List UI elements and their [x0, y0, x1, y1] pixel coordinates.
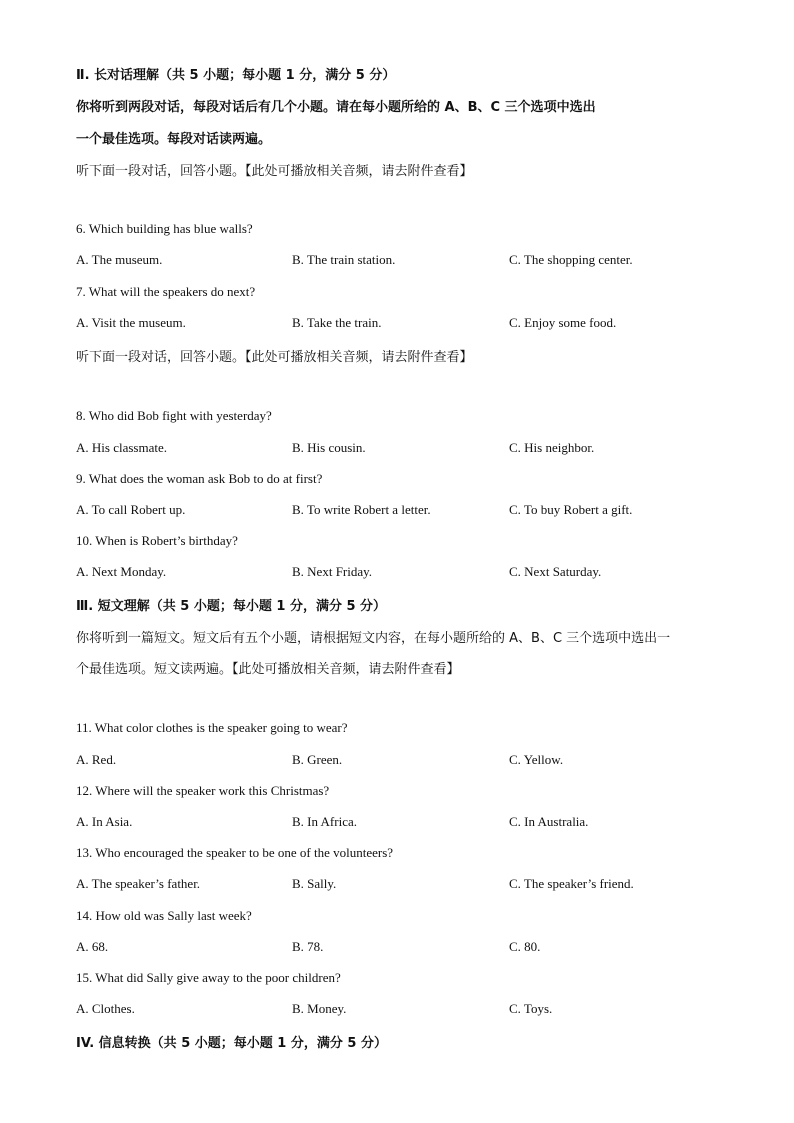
q14-option-b: B. 78.	[292, 939, 324, 954]
question-13: 13. Who encouraged the speaker to be one of the volunteers?	[76, 845, 394, 860]
question-12: 12. Where will the speaker work this Christmas?	[76, 783, 330, 798]
question-7: 7. What will the speakers do next?	[76, 284, 256, 299]
q9-option-c: C. To buy Robert a gift.	[509, 502, 633, 517]
q12-option-b: B. In Africa.	[292, 814, 357, 829]
q7-option-b: B. Take the train.	[292, 315, 382, 330]
question-15: 15. What did Sally give away to the poor children?	[76, 970, 341, 985]
q7-option-a: A. Visit the museum.	[76, 315, 186, 330]
q6-option-b: B. The train station.	[292, 252, 396, 267]
q10-option-b: B. Next Friday.	[292, 564, 373, 579]
question-14: 14. How old was Sally last week?	[76, 908, 252, 923]
q13-option-a: A. The speaker’s father.	[76, 876, 201, 891]
q6-option-a: A. The museum.	[76, 252, 163, 267]
q6-option-c: C. The shopping center.	[509, 252, 633, 267]
q9-option-a: A. To call Robert up.	[76, 502, 186, 517]
q8-option-a: A. His classmate.	[76, 440, 167, 455]
listen-prompt-2: 听下面一段对话，回答小题。【此处可播放相关音频，请去附件查看】	[76, 350, 473, 365]
section2-heading: Ⅱ. 长对话理解（共 5 小题；每小题 1 分，满分 5 分）	[76, 68, 396, 83]
q10-option-a: A. Next Monday.	[76, 564, 167, 579]
q11-option-a: A. Red.	[76, 752, 117, 767]
q9-option-b: B. To write Robert a letter.	[292, 502, 431, 517]
section3-heading: Ⅲ. 短文理解（共 5 小题；每小题 1 分，满分 5 分）	[76, 599, 387, 614]
q13-option-b: B. Sally.	[292, 876, 337, 891]
section2-instruction-line2: 一个最佳选项。每段对话读两遍。	[76, 132, 272, 147]
question-11: 11. What color clothes is the speaker going to wear?	[76, 720, 348, 735]
q14-option-a: A. 68.	[76, 939, 109, 954]
q15-option-b: B. Money.	[292, 1001, 347, 1016]
section3-instruction-line2: 个最佳选项。短文读两遍。【此处可播放相关音频，请去附件查看】	[76, 662, 460, 677]
q12-option-c: C. In Australia.	[509, 814, 589, 829]
q11-option-b: B. Green.	[292, 752, 343, 767]
q8-option-b: B. His cousin.	[292, 440, 366, 455]
section3-instruction-line1: 你将听到一篇短文。短文后有五个小题，请根据短文内容，在每小题所给的 A、B、C 三个选项中选出一	[76, 631, 671, 646]
q11-option-c: C. Yellow.	[509, 752, 564, 767]
question-8: 8. Who did Bob fight with yesterday?	[76, 408, 272, 423]
question-6: 6. Which building has blue walls?	[76, 221, 253, 236]
section2-instruction-line1: 你将听到两段对话，每段对话后有几个小题。请在每小题所给的 A、B、C 三个选项中选出	[76, 100, 596, 115]
q8-option-c: C. His neighbor.	[509, 440, 595, 455]
q13-option-c: C. The speaker’s friend.	[509, 876, 634, 891]
q14-option-c: C. 80.	[509, 939, 541, 954]
q12-option-a: A. In Asia.	[76, 814, 133, 829]
q7-option-c: C. Enjoy some food.	[509, 315, 617, 330]
question-9: 9. What does the woman ask Bob to do at first?	[76, 471, 323, 486]
q10-option-c: C. Next Saturday.	[509, 564, 602, 579]
q15-option-c: C. Toys.	[509, 1001, 553, 1016]
q15-option-a: A. Clothes.	[76, 1001, 135, 1016]
listen-prompt-1: 听下面一段对话，回答小题。【此处可播放相关音频，请去附件查看】	[76, 164, 473, 179]
section4-heading: IV. 信息转换（共 5 小题；每小题 1 分，满分 5 分）	[76, 1036, 387, 1051]
question-10: 10. When is Robert’s birthday?	[76, 533, 238, 548]
